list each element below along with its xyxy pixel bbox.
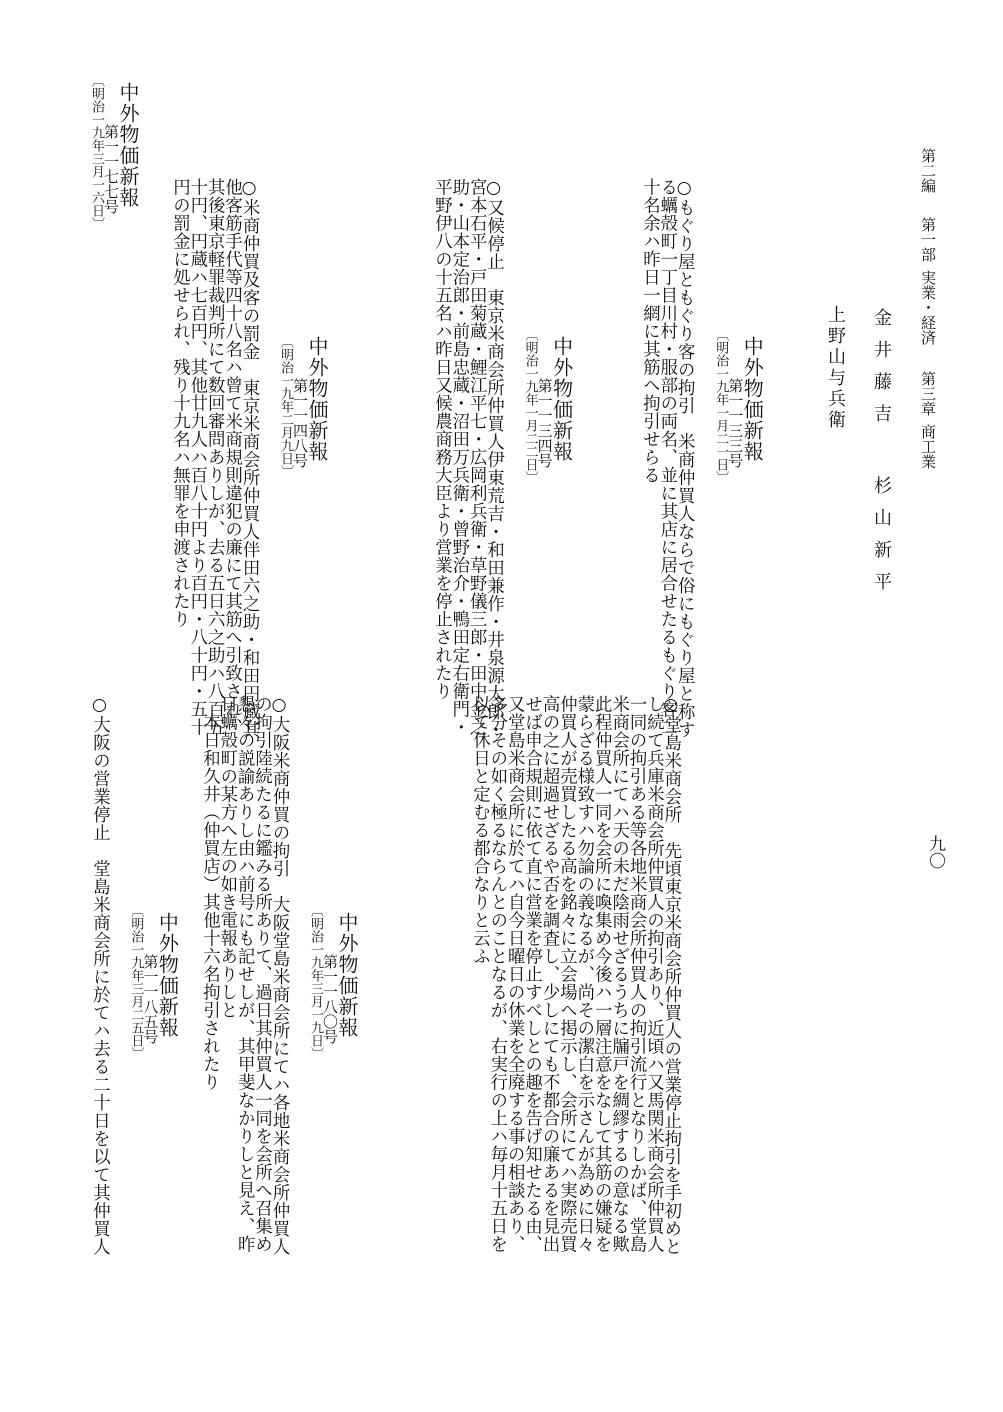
source-title: 中外物価新報 <box>116 82 140 208</box>
running-head-section: 商工業 <box>919 424 937 469</box>
article-1180 <box>199 695 360 1256</box>
article-line: 多分その如く極るならんとのことなるが、右実行の上ハ毎月十五日を <box>486 695 507 1253</box>
signers-col-1 <box>872 308 890 604</box>
source-title: 中外物価新報 <box>305 336 330 463</box>
article-line: ○もぐり屋ともぐり客の拘引 米商仲買人ならで俗にもぐり屋と称す <box>674 178 695 739</box>
article-line: 他客筋手代等四十八名ハ曾て米商規則違犯の廉にて其筋へ引致され、 <box>221 178 242 736</box>
article-line: 一同の拘引ある等各地米商会所仲買人の拘引流行となりしかば、堂島 <box>626 695 647 1253</box>
article-line: 以て休日と定むる都合なりと云ふ <box>469 695 490 965</box>
article-header <box>524 60 572 739</box>
article-line: せば申合規則に依て直に営業を停止すべしとの趣を告げ知せたる由、 <box>521 695 542 1253</box>
running-head-chapter: 第三章 <box>919 371 937 416</box>
article-line: 懇々の説諭ありし由ハ前号にも記せしが、其甲斐なかりしと見え、昨 <box>234 695 255 1253</box>
running-head-theme: 実業・経済 <box>919 270 937 345</box>
article-line: 高の之に超過せざるや否を調査し、少しにても不都合の廉あるを見出 <box>539 695 560 1253</box>
issue-number: 第一一八五号 <box>141 954 160 1045</box>
running-head-bu: 第一部 <box>919 217 937 262</box>
source-title: 中外物価新報 <box>549 336 574 463</box>
article-line: 又堂島米商会所に於てハ自今日曜日の休業を全廃する事の相談あり、 <box>504 695 525 1253</box>
article-header <box>128 695 180 1256</box>
article-header <box>308 695 360 1256</box>
article-1134 <box>432 60 572 739</box>
article-line: 助・山本定治郎・前島忠蔵・沼田万兵衛・曾野治介・鴨田定右衛門・ <box>448 178 469 736</box>
article-line: ○米商仲買及客の罰金 東京米商会所仲買人伴田六之助・和田円蔵其 <box>239 178 260 739</box>
article-line: ○大阪米商仲買の拘引 大阪堂島米商会所にてハ各地米商会所仲買人 <box>269 695 290 1256</box>
issue-number: 第一一七七号 <box>102 124 120 214</box>
article-header <box>90 60 138 230</box>
article-line: 仲買人が売買したる高を銘々に立会場へ掲示し、会所にてハ実際売買 <box>556 695 577 1253</box>
article-line: 本日和久井（仲買店）其他十六名拘引されたり <box>199 695 220 1091</box>
page-number: 九〇 <box>925 835 945 869</box>
signer-name: 金井藤吉 <box>871 308 892 436</box>
article-1133 <box>639 60 765 739</box>
article-1177-body <box>470 695 679 1256</box>
article-line: 円の罰金に処せられ、残り十九名ハ無罪を申渡されたり <box>169 178 190 628</box>
issue-date: 〔明治一九年三月一六日〕 <box>89 74 104 230</box>
article-line: ○堂島米商会所 先頃東京米商会所仲買人の営業停止拘引を手初めと <box>660 695 681 1256</box>
article-line: る蠣殻町一丁目川村・服部の両名、並に其店に居合せたるもぐり客二 <box>656 178 677 736</box>
article-line: 米商会所にてハ天の未だ陰雨せざるうちに牖戸を綢繆するの意なる歟 <box>608 695 629 1253</box>
issue-number: 第一一四八号 <box>291 378 310 469</box>
article-line: 宮本石平・戸田菊蔵・鯉江平七・広岡利兵衛・草野儀三郎・田中金之 <box>466 178 487 736</box>
article-1177-header <box>90 60 138 230</box>
issue-date: 〔明治一九年一月二二日〕 <box>522 328 538 485</box>
issue-date: 〔明治一九年三月一九日〕 <box>308 904 324 1061</box>
article-line: の拘引陸続たるに鑑みる所ありて、過日其仲買人一同を会所へ召集め <box>251 695 272 1253</box>
article-line: 日蠣殻町の某方へ左の如き電報ありしと <box>216 695 237 1019</box>
article-line: し続て兵庫米商会所仲買人の拘引あり、近頃ハ又馬関米商会所仲買人 <box>643 695 664 1253</box>
source-title: 中外物価新報 <box>155 912 180 1039</box>
issue-date: 〔明治一九年三月二五日〕 <box>128 904 144 1061</box>
article-header <box>713 60 765 739</box>
signer-name: 杉山新平 <box>871 476 892 604</box>
article-line: ○又候停止 東京米商会所仲買人伊東荒吉・和田兼作・井泉源太郎・ <box>483 178 504 739</box>
article-header <box>278 60 330 739</box>
signer-name: 上野山与兵衛 <box>825 305 846 431</box>
article-line: 蒙らざる様致すハ勿論の義なるが、尚その潔白を示さんが為めに日々 <box>573 695 594 1253</box>
article-line: 其後東京軽罪裁判所にて数回審問ありしが、去る五日六之助ハ八百五 <box>204 178 225 736</box>
article-line: 平野伊八の十五名ハ昨日又候農商務大臣より営業を停止されたり <box>431 178 452 700</box>
issue-number: 第一一三四号 <box>535 378 554 469</box>
running-head <box>920 148 935 469</box>
running-head-hen: 第二編 <box>919 148 937 193</box>
issue-number: 第一一三三号 <box>726 378 745 469</box>
signers-col-2 <box>826 305 844 431</box>
article-line: 十名余ハ昨日一網に其筋へ拘引せらる <box>639 178 660 484</box>
article-line: ○大阪の営業停止 堂島米商会所に於てハ去る二十日を以て其仲買人 <box>89 695 110 1256</box>
source-title: 中外物価新報 <box>335 912 360 1039</box>
issue-date: 〔明治一九年一月二一日〕 <box>713 328 729 485</box>
source-title: 中外物価新報 <box>740 336 765 463</box>
issue-number: 第一一八〇号 <box>321 954 340 1045</box>
article-1148 <box>169 60 330 739</box>
issue-date: 〔明治一九年二月九日〕 <box>278 334 294 478</box>
article-line: 此程仲買人一同を会所に喚集め今後ハ一層注意をなして其筋の嫌疑を <box>591 695 612 1253</box>
article-1185 <box>89 695 180 1256</box>
article-line: 十円、円蔵ハ七百円、其他廿九人ハ百八十円より百円・八十円・五十 <box>186 178 207 736</box>
